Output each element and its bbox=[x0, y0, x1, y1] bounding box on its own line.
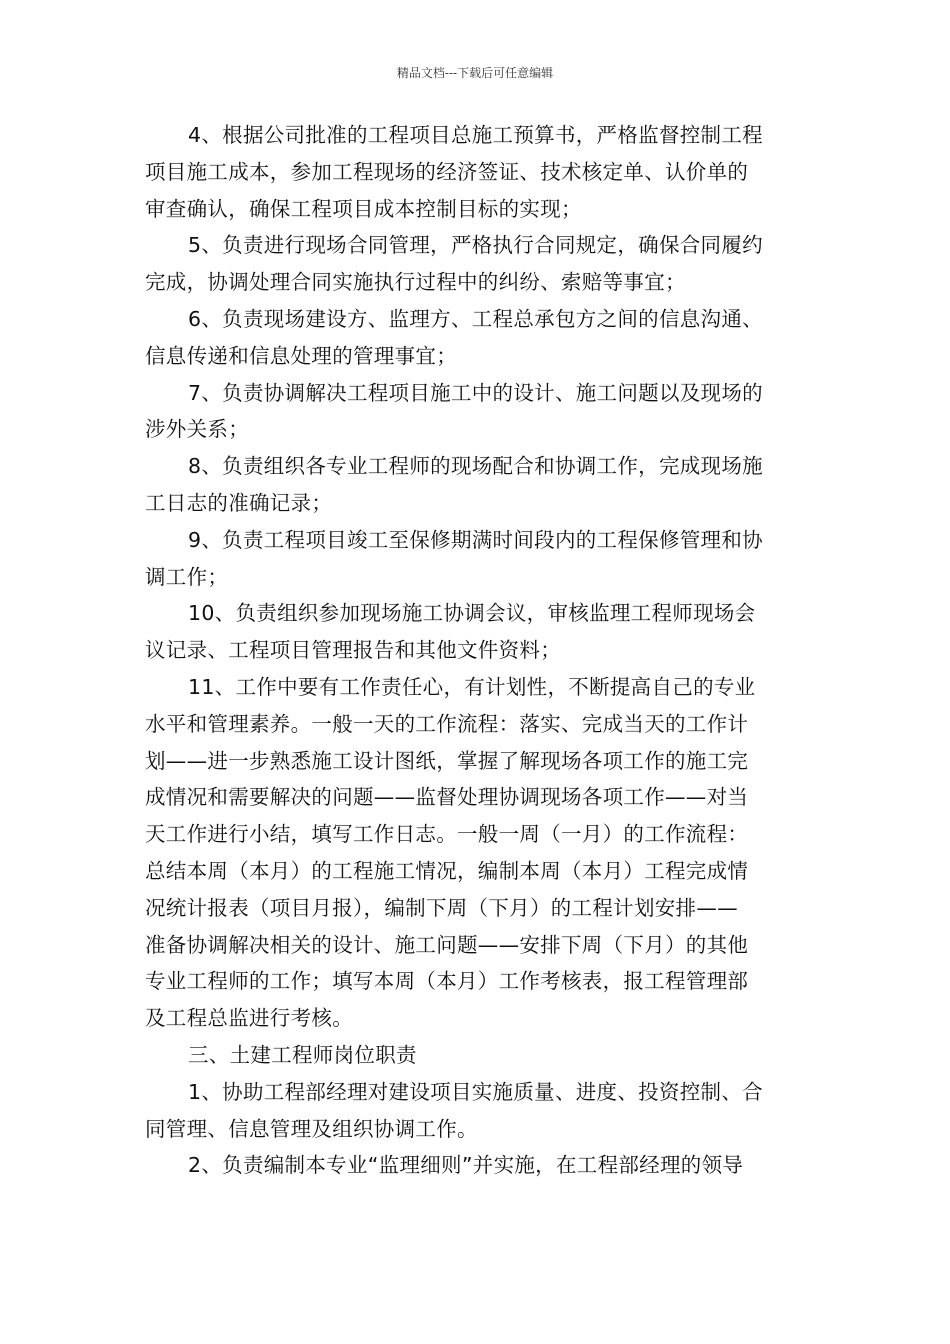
page-header: 精品文档---下载后可任意编辑 bbox=[396, 66, 554, 80]
text-line: 成情况和需要解决的问题——监督处理协调现场各项工作——对当 bbox=[145, 785, 749, 810]
text-line: 调工作； bbox=[145, 564, 229, 589]
text-line: 5、负责进行现场合同管理，严格执行合同规定，确保合同履约 bbox=[188, 233, 763, 258]
text-line: 9、负责工程项目竣工至保修期满时间段内的工程保修管理和协 bbox=[188, 527, 763, 552]
text-line: 天工作进行小结，填写工作日志。一般一周（一月）的工作流程： bbox=[145, 822, 749, 847]
text-line: 信息传递和信息处理的管理事宜； bbox=[145, 343, 457, 368]
text-line: 及工程总监进行考核。 bbox=[145, 1006, 353, 1031]
text-line: 6、负责现场建设方、监理方、工程总承包方之间的信息沟通、 bbox=[188, 306, 763, 331]
text-line: 三、土建工程师岗位职责 bbox=[188, 1042, 417, 1067]
text-line: 工日志的准确记录； bbox=[145, 490, 333, 515]
text-line: 项目施工成本，参加工程现场的经济签证、技术核定单、认价单的 bbox=[145, 159, 749, 184]
text-line: 2、负责编制本专业“监理细则”并实施，在工程部经理的领导 bbox=[188, 1153, 744, 1178]
text-line: 10、负责组织参加现场施工协调会议，审核监理工程师现场会 bbox=[188, 601, 756, 626]
text-line: 涉外关系； bbox=[145, 417, 249, 442]
text-line: 11、工作中要有工作责任心，有计划性，不断提高自己的专业 bbox=[188, 674, 756, 699]
text-line: 专业工程师的工作；填写本周（本月）工作考核表，报工程管理部 bbox=[145, 969, 749, 994]
text-line: 况统计报表（项目月报），编制下周（下月）的工程计划安排—— bbox=[145, 895, 738, 920]
text-line: 总结本周（本月）的工程施工情况，编制本周（本月）工程完成情 bbox=[145, 858, 749, 883]
text-line: 水平和管理素养。一般一天的工作流程：落实、完成当天的工作计 bbox=[145, 711, 749, 736]
document-body bbox=[145, 117, 805, 1184]
text-line: 同管理、信息管理及组织协调工作。 bbox=[145, 1116, 478, 1141]
text-line: 4、根据公司批准的工程项目总施工预算书，严格监督控制工程 bbox=[188, 123, 763, 147]
text-line: 议记录、工程项目管理报告和其他文件资料； bbox=[145, 638, 561, 663]
text-line: 准备协调解决相关的设计、施工问题——安排下周（下月）的其他 bbox=[145, 932, 749, 957]
text-line: 1、协助工程部经理对建设项目实施质量、进度、投资控制、合 bbox=[188, 1079, 763, 1104]
text-line: 审查确认，确保工程项目成本控制目标的实现； bbox=[145, 196, 582, 221]
text-line: 完成，协调处理合同实施执行过程中的纠纷、索赔等事宜； bbox=[145, 270, 686, 295]
text-line: 8、负责组织各专业工程师的现场配合和协调工作，完成现场施 bbox=[188, 454, 763, 479]
text-line: 划——进一步熟悉施工设计图纸，掌握了解现场各项工作的施工完 bbox=[145, 748, 749, 773]
text-line: 7、负责协调解决工程项目施工中的设计、施工问题以及现场的 bbox=[188, 380, 763, 405]
